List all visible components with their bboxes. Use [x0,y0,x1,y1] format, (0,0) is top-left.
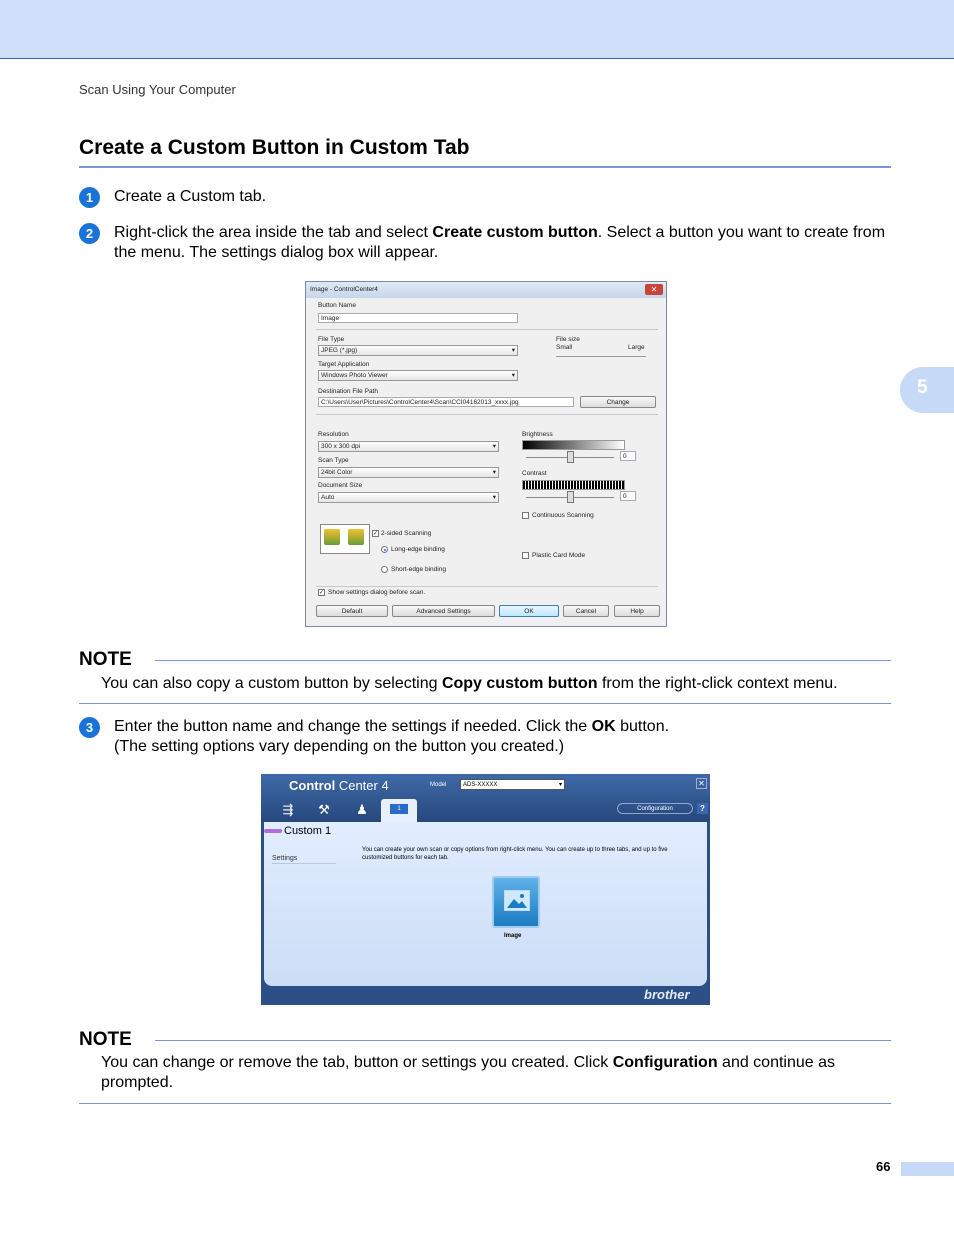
close-icon[interactable]: ✕ [645,284,663,295]
section-rule [79,166,891,168]
two-sided-checkbox[interactable]: ✓ [373,531,379,537]
picture-icon [504,890,530,911]
help-icon[interactable]: ? [697,803,708,814]
settings-dialog [305,281,667,627]
cc-header [261,774,710,822]
brightness-slider-thumb[interactable] [567,451,574,463]
plastic-card-checkbox[interactable] [522,552,529,559]
advanced-settings-button[interactable]: Advanced Settings [392,605,495,617]
close-icon[interactable]: ✕ [696,778,707,789]
continuous-label: Continuous Scanning [532,512,594,519]
note-heading: NOTE [79,1029,132,1050]
model-select[interactable]: ADS-XXXXX ▾ [460,779,565,790]
image-button-label: Image [504,933,522,939]
show-settings-label: Show settings dialog before scan. [328,589,426,596]
dialog-title-bar [306,282,666,298]
button-name-input[interactable]: Image [318,313,518,323]
note-body: You can change or remove the tab, button or settings you created. Click Configuration and continue as prompted. [101,1054,836,1091]
ok-button[interactable]: OK [499,605,559,617]
doc-size-select[interactable]: Auto ▾ [318,492,499,503]
step-text: Enter the button name and change the settings if needed. Click the OK button. (The setting options vary depending on the button you created.) [114,718,670,755]
separator [316,586,658,587]
long-edge-label: Long-edge binding [391,546,445,553]
continuous-checkbox[interactable] [522,512,529,519]
cancel-button[interactable]: Cancel [563,605,609,617]
resolution-select[interactable]: 300 x 300 dpi ▾ [318,441,499,452]
step-text: Create a Custom tab. [114,188,267,205]
default-button[interactable]: Default [316,605,388,617]
user-tab-icon[interactable]: ♟ [356,802,368,817]
configuration-button[interactable]: Configuration [617,803,693,814]
duplex-pages-icon [320,524,370,554]
custom-tab-1[interactable] [381,799,417,822]
change-button[interactable]: Change [580,396,656,408]
note-bottom-rule [79,703,891,704]
file-size-large: Large [628,344,645,351]
brightness-label: Brightness [522,431,553,438]
note-bottom-rule [79,1103,891,1104]
two-sided-label: 2-sided Scanning [381,530,432,537]
page-number: 66 [876,1159,891,1174]
contrast-value[interactable]: 0 [620,491,636,501]
resolution-label: Resolution [318,431,349,438]
tab-color-marker [264,829,282,833]
file-type-label: File Type [318,336,345,343]
file-size-slider[interactable] [556,356,646,357]
custom-tab-label: 1 [390,804,408,814]
short-edge-radio[interactable] [381,566,388,573]
target-app-label: Target Application [318,361,370,368]
page-number-bar [901,1162,954,1176]
tools-tab-icon[interactable]: ⚒ [318,802,330,817]
section-title: Create a Custom Button in Custom Tab [79,136,470,159]
brightness-gradient [522,440,625,450]
step-number: 3 [79,717,100,738]
long-edge-radio[interactable] [381,546,388,553]
scan-type-label: Scan Type [318,457,349,464]
cc-body [264,822,707,986]
model-label: Model [430,782,447,788]
plastic-card-label: Plastic Card Mode [532,552,586,559]
note-body: You can also copy a custom button by selecting Copy custom button from the right-click context menu. [101,675,838,692]
separator [316,414,658,415]
step-number: 1 [79,187,100,208]
scan-type-select[interactable]: 24bit Color ▾ [318,467,499,478]
top-header-band [0,0,954,59]
file-size-label: File size [556,336,580,343]
show-settings-checkbox[interactable]: ✓ [319,590,325,596]
contrast-pattern [522,480,625,490]
cc-logo: Control Center 4 [289,778,389,793]
scan-tab-icon[interactable]: ⇶ [282,802,294,817]
note-rule [155,660,891,661]
brightness-value[interactable]: 0 [620,451,636,461]
doc-size-label: Document Size [318,482,363,489]
separator [316,329,658,330]
custom-tab-name: Custom 1 [284,825,332,837]
note-heading: NOTE [79,649,132,670]
file-type-select[interactable]: JPEG (*.jpg) ▾ [318,345,518,356]
settings-rule [272,863,336,864]
step-text: Right-click the area inside the tab and select Create custom button. Select a button you want to create from the menu. The settings dialog box will appear. [114,224,886,261]
chapter-number: 5 [917,377,928,398]
image-button[interactable] [492,876,540,928]
brother-logo: brother [644,987,690,1002]
note-rule [155,1040,891,1041]
dest-path-input[interactable]: C:\Users\User\Pictures\ControlCenter4\Scan\CCI04162013_xxxx.jpg [318,397,574,407]
running-header: Scan Using Your Computer [79,82,236,97]
dest-path-label: Destination File Path [318,388,378,395]
step-number: 2 [79,223,100,244]
settings-link[interactable]: Settings [272,855,298,862]
control-center-window [261,774,710,1005]
file-size-small: Small [556,344,573,351]
help-button[interactable]: Help [614,605,660,617]
dialog-title: Image - ControlCenter4 [310,286,378,293]
chapter-tab [900,367,954,413]
cc-description: You can create your own scan or copy options from right-click menu. You can create up to three tabs, and up to five customized buttons for each tab. [362,847,668,861]
target-app-select[interactable]: Windows Photo Viewer ▾ [318,370,518,381]
button-name-label: Button Name [318,302,356,309]
contrast-label: Contrast [522,470,547,477]
short-edge-label: Short-edge binding [391,566,446,573]
contrast-slider-thumb[interactable] [567,491,574,503]
